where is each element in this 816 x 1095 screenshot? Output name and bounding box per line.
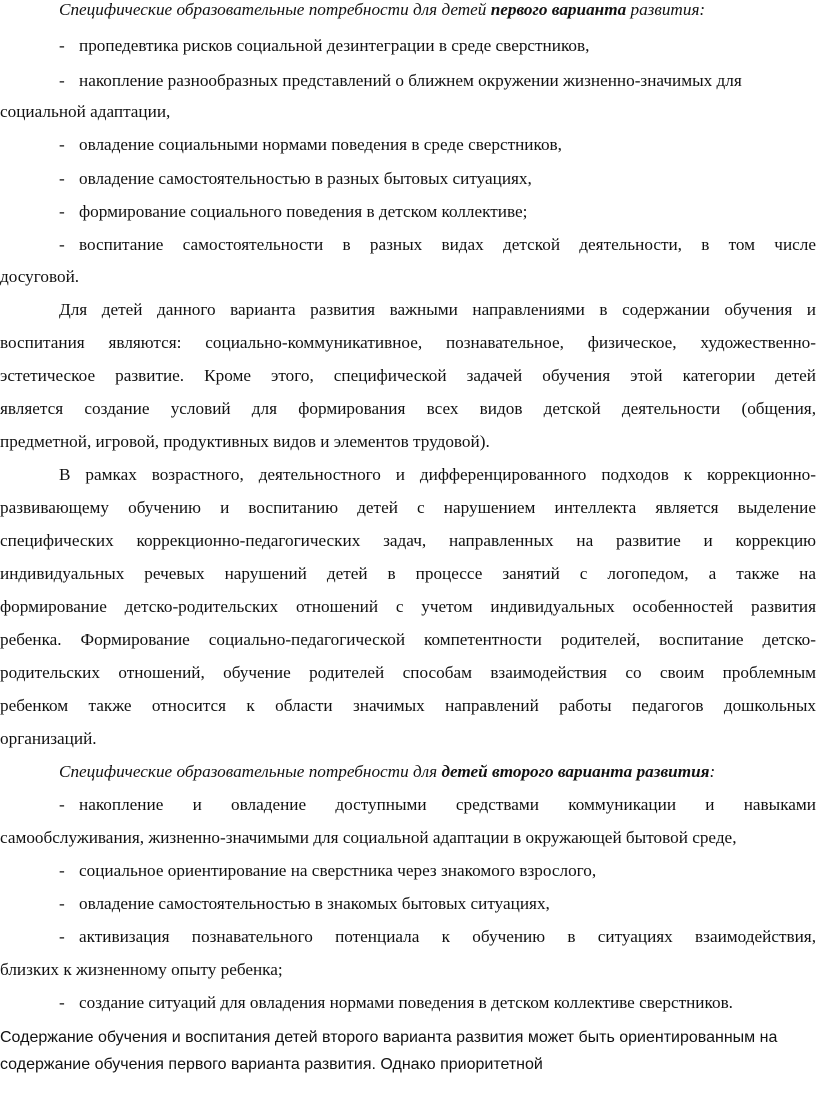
paragraph-line: Для детей данного варианта развития важными направлениями в содержании обучения и [59, 300, 816, 319]
list-item: - воспитание самостоятельности в разных видах детской деятельности, в том числе [59, 235, 816, 254]
paragraph-line: организаций. [0, 729, 97, 748]
paragraph-line: формирование детско-родительских отношений с учетом индивидуальных особенностей развития [0, 597, 816, 616]
paragraph-line: эстетическое развитие. Кроме этого, специфической задачей обучения этой категории детей [0, 366, 816, 385]
section2-heading: Специфические образовательные потребности для детей второго варианта развития: [59, 762, 716, 781]
paragraph-line: развивающему обучению и воспитанию детей с нарушением интеллекта является выделение [0, 498, 816, 517]
paragraph-line: является создание условий для формирования всех видов детской деятельности (общения, [0, 399, 816, 418]
list-item: - создание ситуаций для овладения нормами поведения в детском коллективе сверстников. [59, 993, 733, 1012]
paragraph-line: индивидуальных речевых нарушений детей в процессе занятий с логопедом, а также на [0, 564, 816, 583]
list-item: - накопление и овладение доступными средствами коммуникации и навыками [59, 795, 816, 814]
body-text-line: содержание обучения первого варианта развития. Однако приоритетной [0, 1056, 543, 1073]
list-item: - формирование социального поведения в детском коллективе; [59, 202, 528, 221]
paragraph-line: В рамках возрастного, деятельностного и дифференцированного подходов к коррекционно- [59, 465, 816, 484]
paragraph-line: специфических коррекционно-педагогических задач, направленных на развитие и коррекцию [0, 531, 816, 550]
list-item-continuation: досуговой. [0, 267, 80, 286]
list-item: - овладение самостоятельностью в разных бытовых ситуациях, [59, 169, 532, 188]
paragraph-line: родительских отношений, обучение родителей способам взаимодействия со своим проблемным [0, 663, 816, 682]
paragraph-line: ребенка. Формирование социально-педагогической компетентности родителей, воспитание детско- [0, 630, 816, 649]
list-item: - социальное ориентирование на сверстника через знакомого взрослого, [59, 861, 597, 880]
list-item: - накопление разнообразных представлений о ближнем окружении жизненно-значимых для [59, 71, 742, 90]
paragraph-line: ребенком также относится к области значимых направлений работы педагогов дошкольных [0, 696, 816, 715]
list-item-continuation: социальной адаптации, [0, 102, 171, 121]
list-item: - пропедевтика рисков социальной дезинтеграции в среде сверстников, [59, 36, 590, 55]
paragraph-line: предметной, игровой, продуктивных видов и элементов трудовой). [0, 432, 490, 451]
list-item: - овладение социальными нормами поведения в среде сверстников, [59, 135, 562, 154]
section1-heading: Специфические образовательные потребности для детей первого варианта развития: [59, 0, 706, 19]
paragraph-line: воспитания являются: социально-коммуникативное, познавательное, физическое, художественно- [0, 333, 816, 352]
list-item-continuation: близких к жизненному опыту ребенка; [0, 960, 283, 979]
list-item: - овладение самостоятельностью в знакомых бытовых ситуациях, [59, 894, 550, 913]
list-item: - активизация познавательного потенциала к обучению в ситуациях взаимодействия, [59, 927, 816, 946]
list-item-continuation: самообслуживания, жизненно-значимыми для социальной адаптации в окружающей бытовой среде, [0, 828, 737, 847]
body-text-line: Содержание обучения и воспитания детей второго варианта развития может быть ориентированным на [0, 1029, 778, 1046]
